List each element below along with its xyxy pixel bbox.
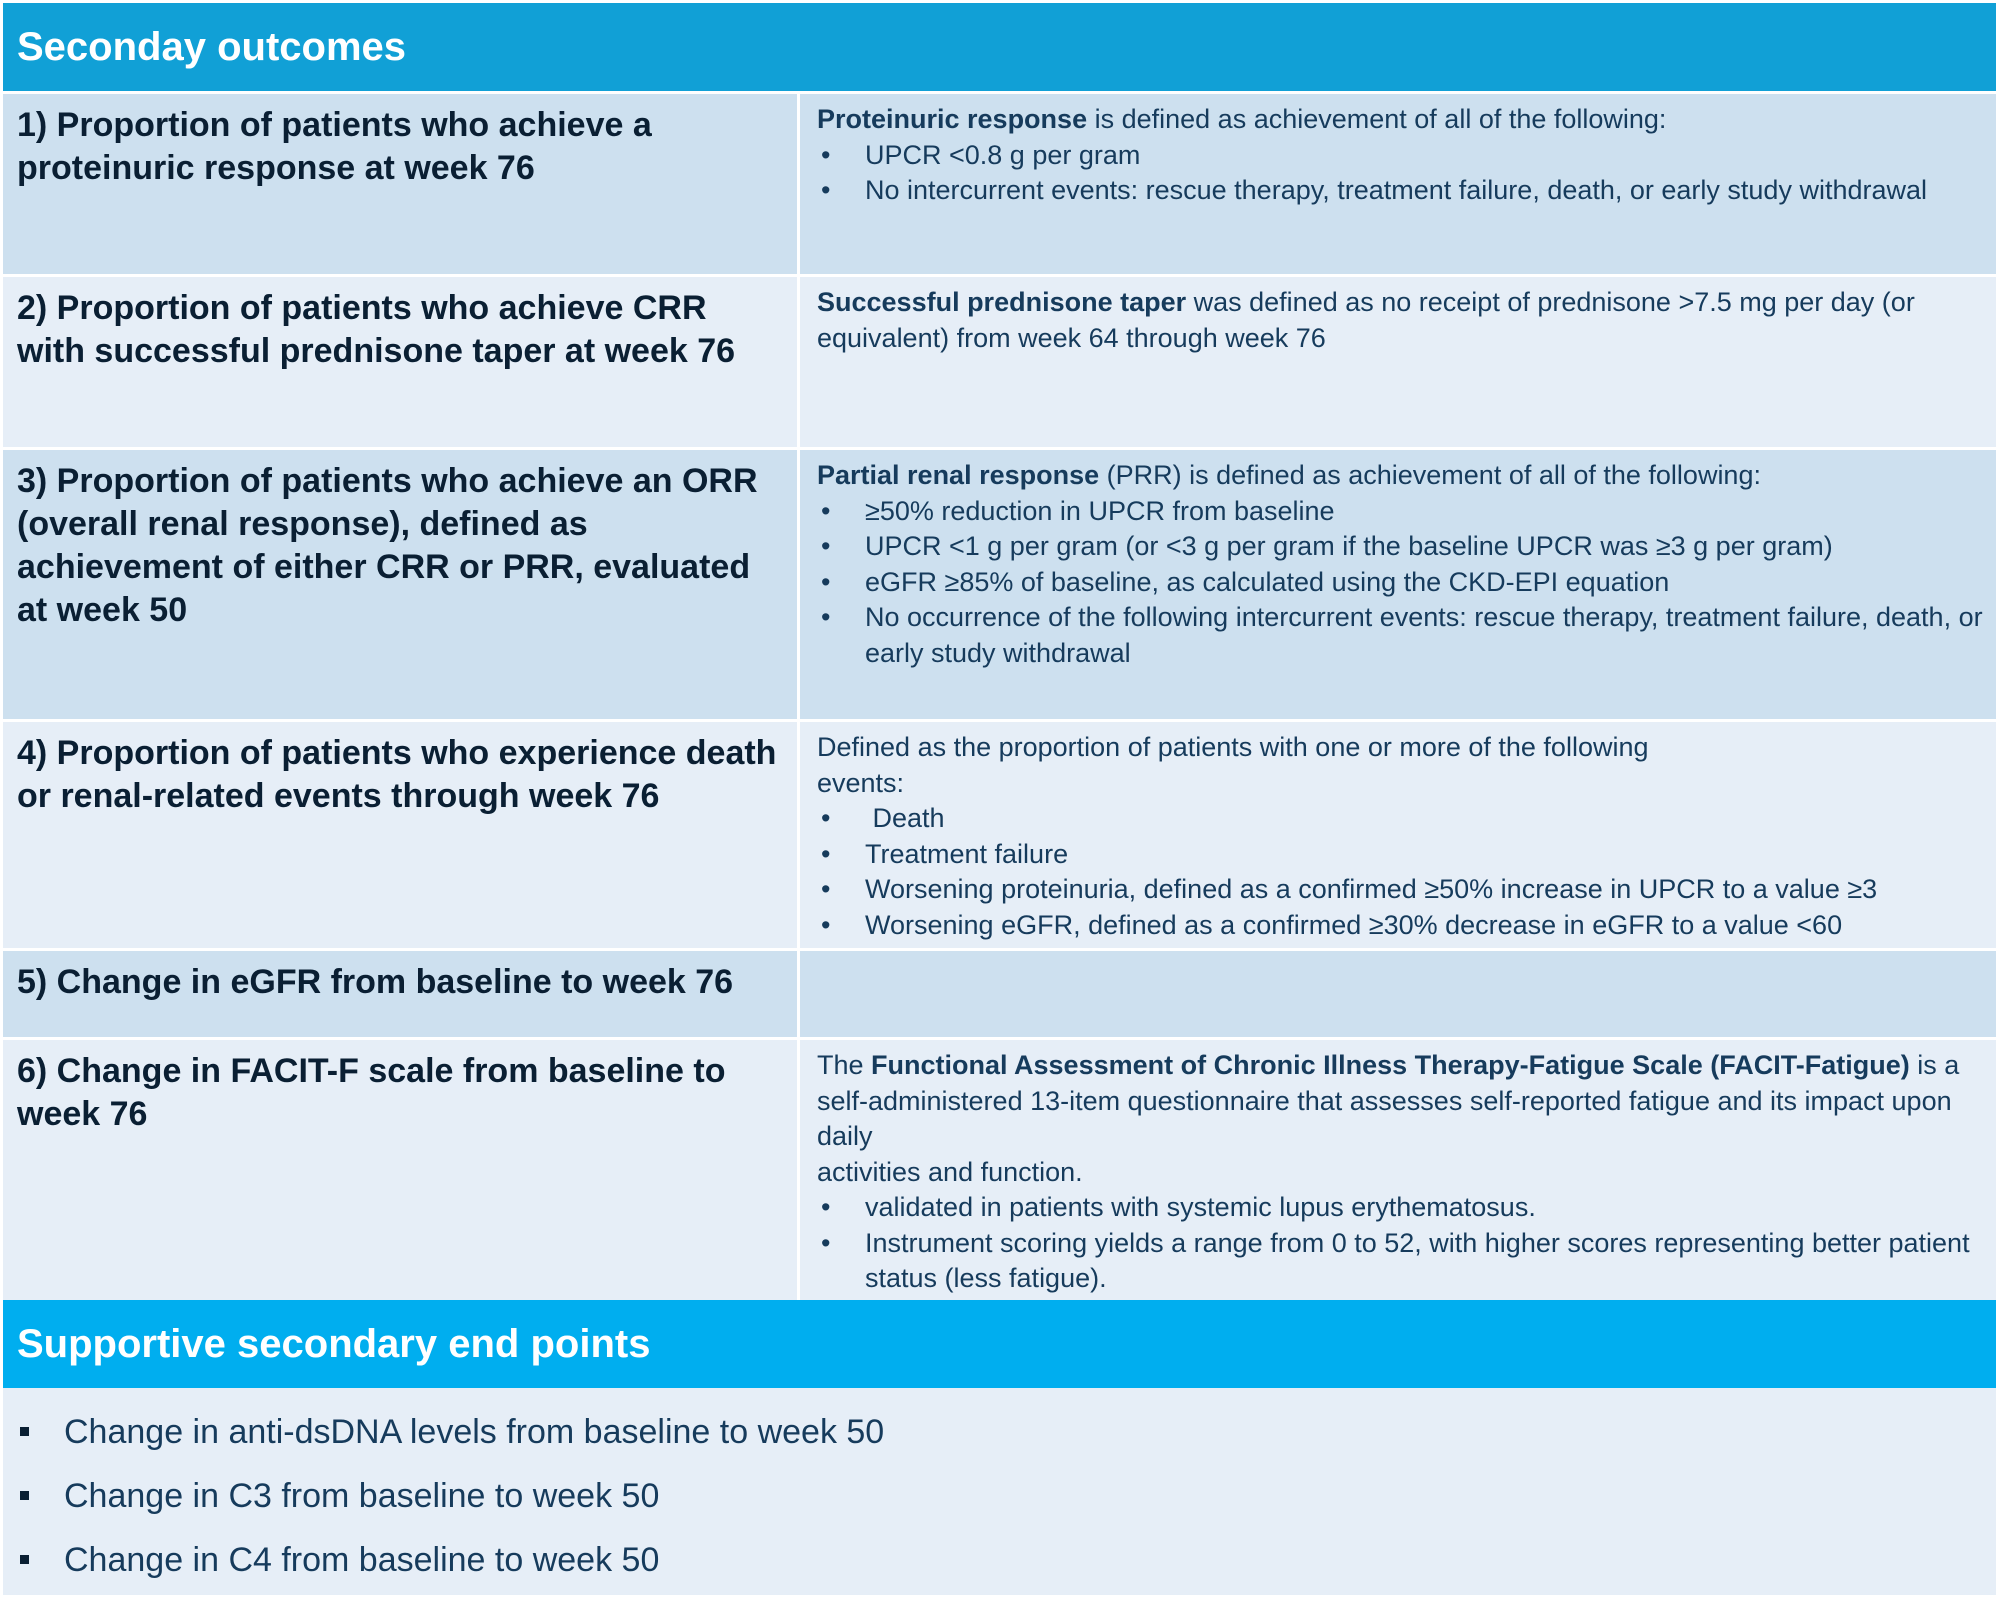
bullet-item: • UPCR <1 g per gram (or <3 g per gram if the baseline UPCR was ≥3 g per gram) [817, 529, 1984, 565]
outcome-name: 4) Proportion of patients who experience death or renal-related events through week 76 [3, 722, 800, 948]
definition-text: The [817, 1050, 872, 1080]
definition-text: is a self-administered 13-item questionnaire that assesses self-reported fatigue and its impact upon daily [817, 1050, 1960, 1151]
outcome-row-3 [3, 447, 1996, 719]
bullet-item: • Death [817, 801, 1984, 837]
secondary-outcomes-header [3, 3, 1996, 91]
outcome-row-6 [3, 1037, 1996, 1300]
supportive-item [3, 1528, 1996, 1592]
definition-term: Successful prednisone taper [817, 287, 1187, 317]
bullet-item: • ≥50% reduction in UPCR from baseline [817, 494, 1984, 530]
definition-text: events: [817, 767, 905, 798]
definition-text: is defined as achievement of all of the following: [1087, 104, 1667, 134]
bullet-item: • eGFR ≥85% of baseline, as calculated using the CKD-EPI equation [817, 565, 1984, 601]
outcome-definition [803, 1040, 1996, 1300]
bullet-item: • UPCR <0.8 g per gram [817, 138, 1984, 174]
bullet-item: • validated in patients with systemic lupus erythematosus. [817, 1190, 1984, 1226]
supportive-item [3, 1400, 1996, 1464]
bullet-item: • Instrument scoring yields a range from 0 to 52, with higher scores representing better patient status (less fatigue). [817, 1226, 1984, 1297]
definition-term: Partial renal response [817, 460, 1100, 490]
definition-bullet-list [817, 801, 1984, 943]
outcome-definition [803, 277, 1996, 447]
square-bullet-icon [20, 1555, 29, 1564]
outcome-name: 5) Change in eGFR from baseline to week 76 [3, 951, 800, 1037]
outcome-definition [803, 722, 1996, 948]
secondary-outcomes-title: Seconday outcomes [17, 24, 407, 69]
bullet-item: • Treatment failure [817, 837, 1984, 873]
bullet-item: • No intercurrent events: rescue therapy, treatment failure, death, or early study withdrawal [817, 173, 1984, 209]
outcome-definition [803, 951, 1996, 1037]
outcome-name: 6) Change in FACIT-F scale from baseline to week 76 [3, 1040, 800, 1300]
bullet-item: • No occurrence of the following intercurrent events: rescue therapy, treatment failure, death, or early study withdrawal [817, 600, 1984, 671]
definition-text: was defined as no receipt of prednisone >7.5 mg per day (or equivalent) from week 64 through week 76 [817, 287, 1915, 353]
definition-bullet-list [817, 1190, 1984, 1297]
supportive-endpoints-header [3, 1300, 1996, 1388]
definition-text: activities and function. [817, 1156, 1083, 1187]
outcome-name: 3) Proportion of patients who achieve an ORR (overall renal response), defined as achievement of either CRR or PRR, evaluated at week 50 [3, 450, 800, 719]
outcome-row-4 [3, 719, 1996, 948]
outcome-definition [803, 450, 1996, 719]
definition-bullet-list [817, 138, 1984, 209]
supportive-item-text: Change in C3 from baseline to week 50 [64, 1477, 660, 1515]
supportive-item-text: Change in C4 from baseline to week 50 [64, 1541, 660, 1579]
bullet-item: • Worsening proteinuria, defined as a confirmed ≥50% increase in UPCR to a value ≥3 [817, 872, 1984, 908]
supportive-endpoints-title: Supportive secondary end points [17, 1321, 651, 1366]
supportive-endpoints-list [3, 1388, 1996, 1595]
square-bullet-icon [20, 1491, 29, 1500]
outcomes-table [3, 3, 1996, 1595]
outcome-row-5 [3, 948, 1996, 1037]
definition-term: Proteinuric response [817, 104, 1088, 134]
square-bullet-icon [20, 1427, 29, 1436]
supportive-item [3, 1464, 1996, 1528]
outcome-name: 2) Proportion of patients who achieve CRR with successful prednisone taper at week 76 [3, 277, 800, 447]
outcome-row-2 [3, 274, 1996, 447]
bullet-item: • Worsening eGFR, defined as a confirmed ≥30% decrease in eGFR to a value <60 [817, 908, 1984, 944]
definition-text: Defined as the proportion of patients with one or more of the following [817, 732, 1649, 762]
outcome-name: 1) Proportion of patients who achieve a proteinuric response at week 76 [3, 94, 800, 274]
outcome-row-1 [3, 91, 1996, 274]
definition-bullet-list [817, 494, 1984, 672]
definition-term: Functional Assessment of Chronic Illness Therapy-Fatigue Scale (FACIT-Fatigue) [871, 1050, 1910, 1080]
outcome-definition [803, 94, 1996, 274]
definition-text: (PRR) is defined as achievement of all of the following: [1099, 460, 1761, 490]
supportive-item-text: Change in anti-dsDNA levels from baseline to week 50 [64, 1413, 885, 1451]
